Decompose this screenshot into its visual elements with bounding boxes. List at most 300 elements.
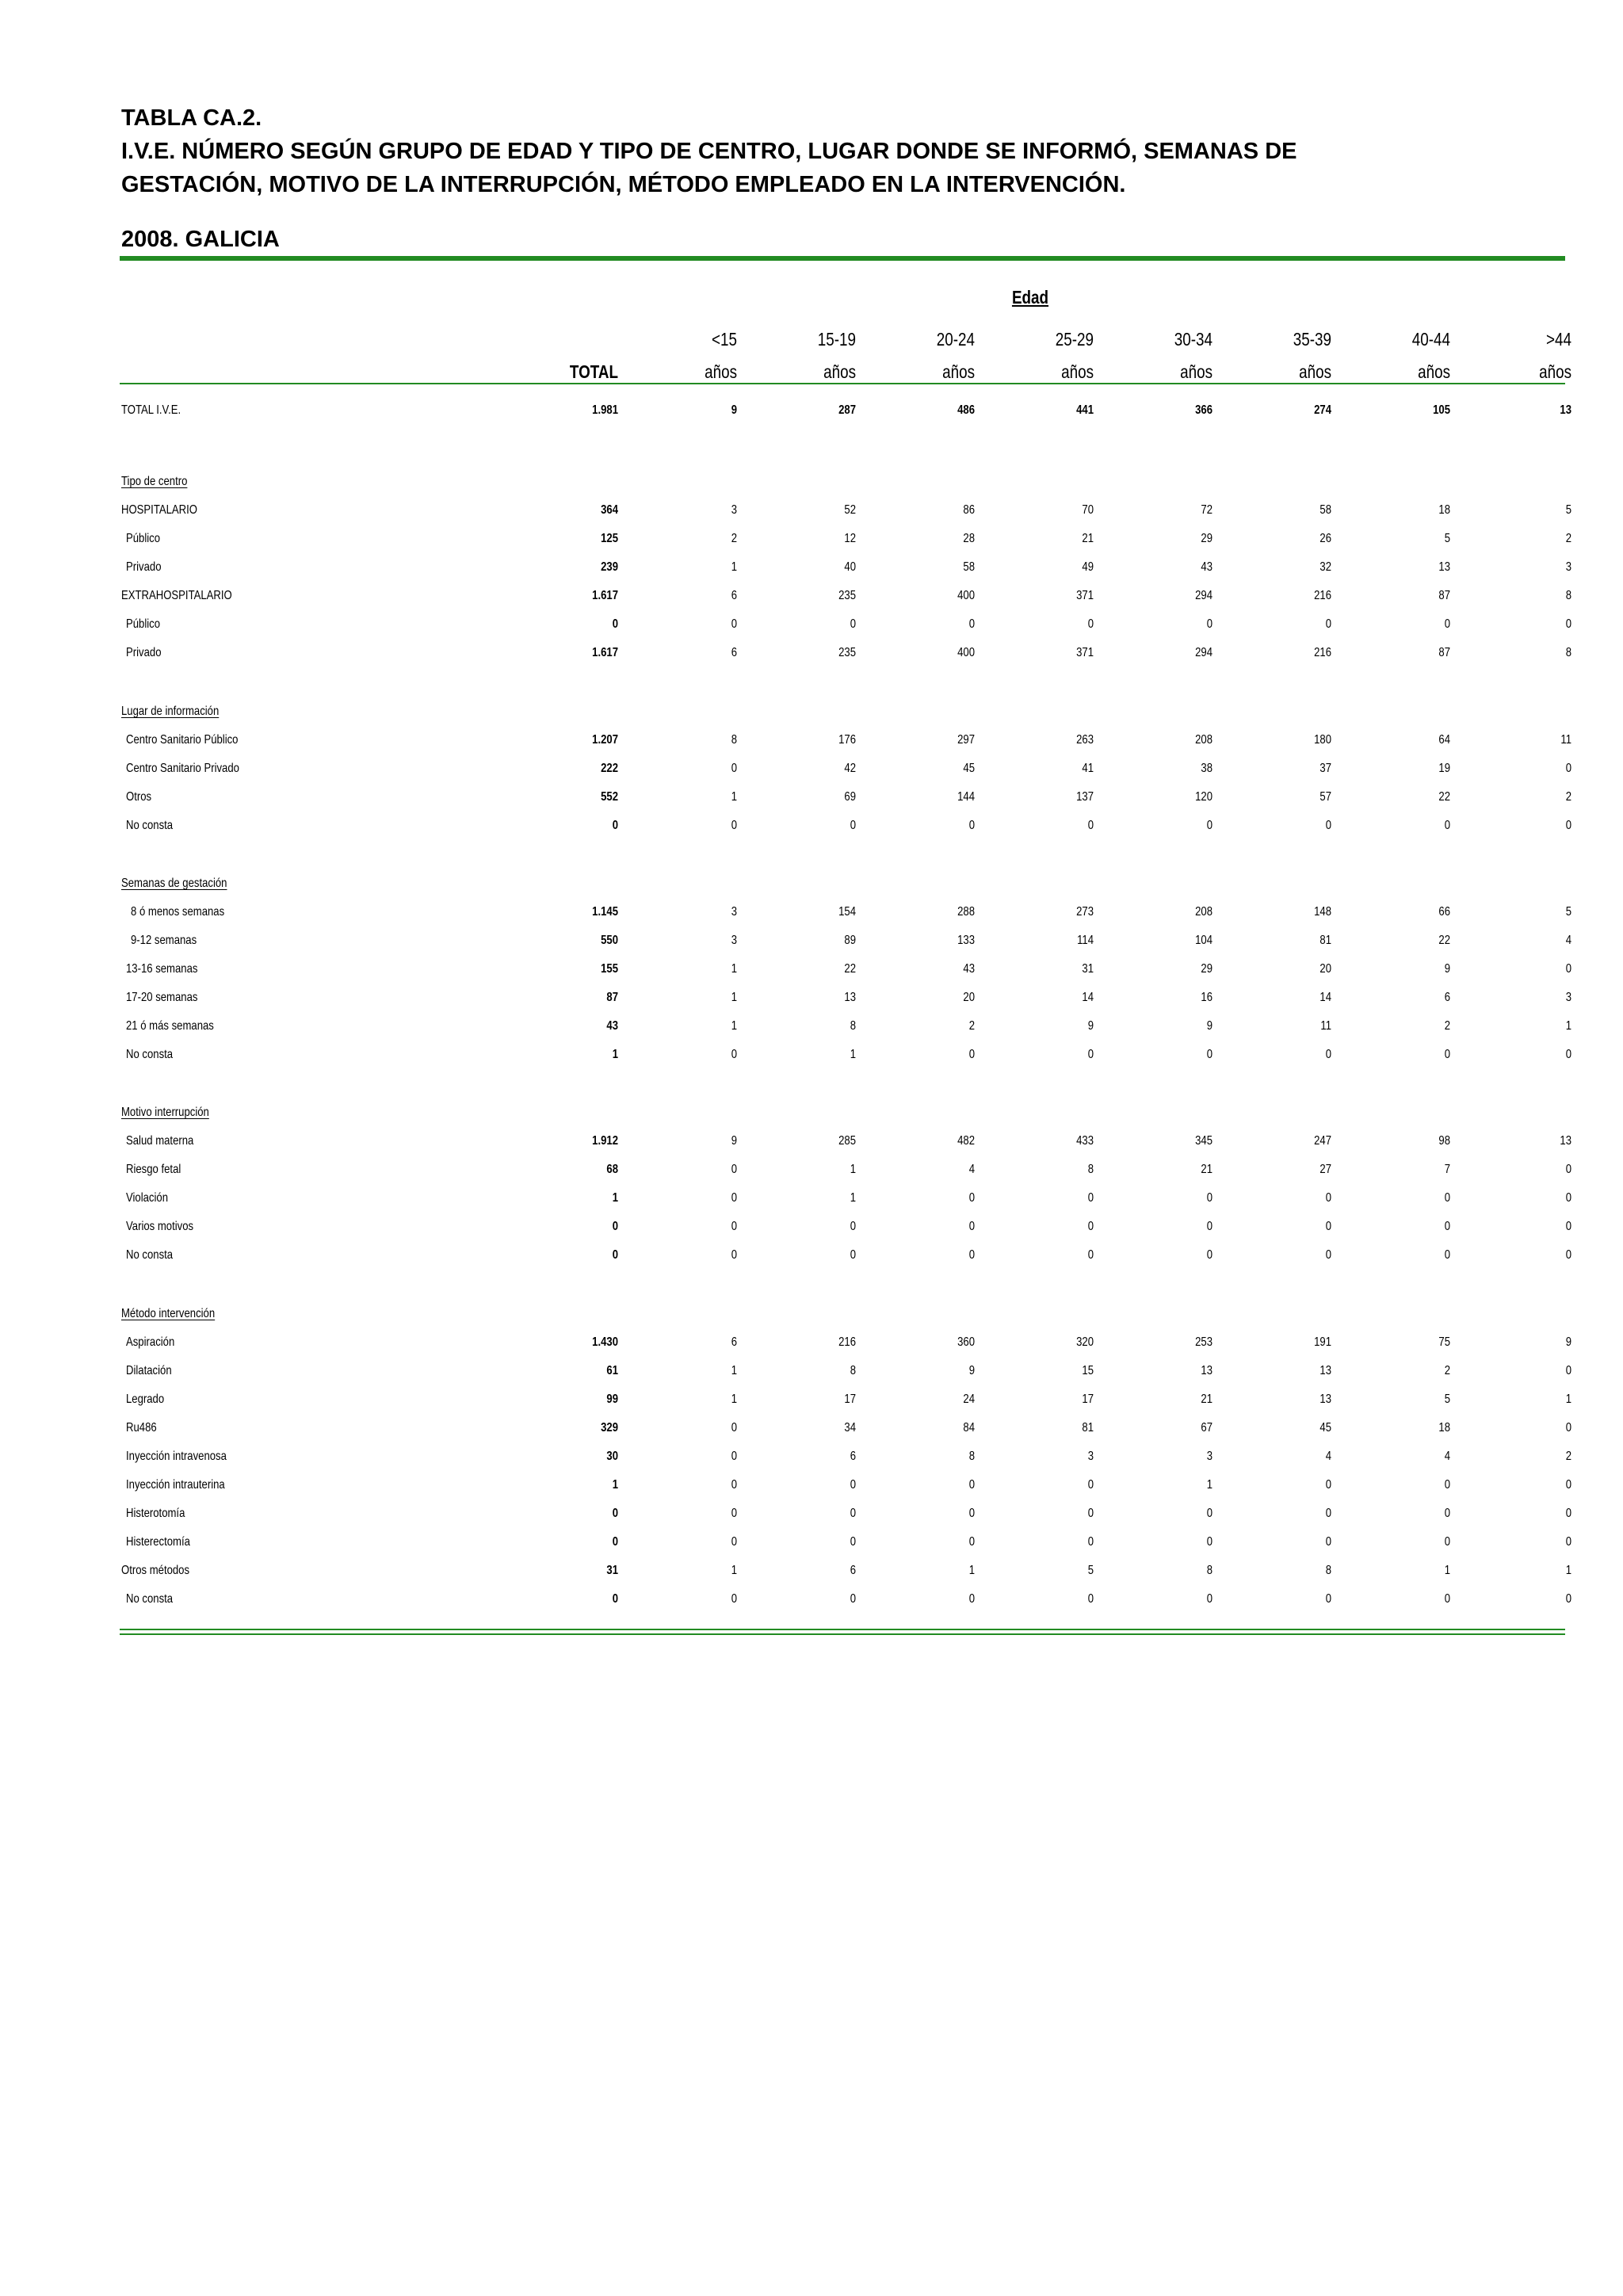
cell-value: 2 — [1565, 532, 1571, 545]
cell-value: 180 — [1314, 733, 1331, 747]
cell-value: 1 — [731, 991, 737, 1004]
cell-value: 1 — [731, 962, 737, 976]
cell-value: 400 — [957, 589, 975, 602]
cell-value: 274 — [1314, 403, 1331, 417]
cell-value: 0 — [850, 819, 856, 832]
table-row — [121, 1385, 1571, 1414]
cell-value: 216 — [1314, 646, 1331, 659]
cell-value: 0 — [1565, 1364, 1571, 1377]
cell-value: 81 — [1319, 934, 1331, 947]
cell-value: 0 — [850, 1478, 856, 1492]
cell-value: 8 — [850, 1019, 856, 1033]
cell-value: 2 — [1565, 1450, 1571, 1463]
table-subtitle: 2008. GALICIA — [121, 227, 280, 252]
table-title — [121, 101, 1564, 201]
cell-value: 2 — [731, 532, 737, 545]
column-header-top: >44 — [1546, 329, 1571, 350]
cell-value: 0 — [731, 1507, 737, 1520]
table-row — [121, 1156, 1571, 1184]
column-header-bottom: años — [1539, 361, 1571, 382]
cell-value: 0 — [1444, 1592, 1450, 1606]
cell-value: 49 — [1082, 560, 1094, 574]
table-row — [121, 553, 1571, 582]
cell-total: 0 — [612, 819, 618, 832]
cell-value: 433 — [1076, 1134, 1094, 1148]
cell-value: 1 — [1565, 1564, 1571, 1577]
cell-total: 1 — [612, 1048, 618, 1061]
cell-value: 8 — [1325, 1564, 1331, 1577]
row-label: Privado — [126, 646, 162, 659]
cell-value: 3 — [731, 905, 737, 919]
cell-value: 486 — [957, 403, 975, 417]
cell-value: 1 — [731, 790, 737, 804]
cell-value: 0 — [968, 1478, 975, 1492]
section-label: Tipo de centro — [121, 475, 188, 488]
cell-value: 11 — [1560, 733, 1571, 747]
cell-value: 2 — [1444, 1364, 1450, 1377]
cell-value: 0 — [731, 1478, 737, 1492]
cell-value: 0 — [968, 819, 975, 832]
table-row — [121, 1012, 1571, 1041]
cell-value: 26 — [1319, 532, 1331, 545]
cell-value: 5 — [1444, 532, 1450, 545]
cell-value: 14 — [1319, 991, 1331, 1004]
cell-value: 0 — [1325, 1592, 1331, 1606]
cell-value: 0 — [1325, 1507, 1331, 1520]
row-label: Centro Sanitario Público — [126, 733, 239, 747]
cell-value: 0 — [1206, 819, 1212, 832]
cell-total: 1.981 — [592, 403, 618, 417]
cell-total: 31 — [606, 1564, 618, 1577]
cell-value: 0 — [1565, 1421, 1571, 1435]
cell-total: 155 — [601, 962, 618, 976]
cell-value: 98 — [1438, 1134, 1450, 1148]
cell-value: 28 — [963, 532, 975, 545]
cell-total: 222 — [601, 762, 618, 775]
row-label: Privado — [126, 560, 162, 574]
cell-value: 21 — [1201, 1392, 1212, 1406]
row-label: Salud materna — [126, 1134, 194, 1148]
cell-value: 0 — [1444, 1048, 1450, 1061]
column-header-top: 35-39 — [1293, 329, 1331, 350]
row-label: No consta — [126, 1048, 174, 1061]
cell-value: 247 — [1314, 1134, 1331, 1148]
cell-value: 3 — [1206, 1450, 1212, 1463]
cell-value: 0 — [731, 1048, 737, 1061]
cell-value: 4 — [1325, 1450, 1331, 1463]
cell-value: 0 — [1325, 1248, 1331, 1262]
title-line-2: I.V.E. NÚMERO SEGÚN GRUPO DE EDAD Y TIPO DE CENTRO, LUGAR DONDE SE INFORMÓ, SEMANAS DE — [121, 139, 1297, 164]
cell-value: 0 — [731, 1450, 737, 1463]
cell-total: 1.617 — [592, 646, 618, 659]
cell-value: 0 — [1565, 1592, 1571, 1606]
column-header-bottom: años — [1061, 361, 1094, 382]
cell-value: 0 — [1444, 1191, 1450, 1205]
cell-value: 8 — [731, 733, 737, 747]
cell-total: 1.912 — [592, 1134, 618, 1148]
row-label: 21 ó más semanas — [126, 1019, 214, 1033]
cell-value: 208 — [1195, 905, 1212, 919]
cell-value: 52 — [844, 503, 856, 517]
cell-value: 0 — [731, 1220, 737, 1233]
cell-value: 58 — [963, 560, 975, 574]
cell-value: 0 — [1087, 1592, 1094, 1606]
column-header-top: 20-24 — [936, 329, 975, 350]
cell-value: 0 — [1444, 1507, 1450, 1520]
cell-value: 105 — [1433, 403, 1450, 417]
cell-value: 0 — [850, 1248, 856, 1262]
cell-total: 61 — [606, 1364, 618, 1377]
cell-value: 12 — [844, 532, 856, 545]
cell-value: 16 — [1201, 991, 1212, 1004]
cell-value: 4 — [1444, 1450, 1450, 1463]
row-label: Público — [126, 532, 161, 545]
table-row — [121, 1557, 1571, 1585]
cell-value: 0 — [1087, 617, 1094, 631]
cell-value: 9 — [1444, 962, 1450, 976]
cell-value: 57 — [1319, 790, 1331, 804]
table-row — [121, 984, 1571, 1012]
cell-total: 1 — [612, 1478, 618, 1492]
cell-value: 67 — [1201, 1421, 1212, 1435]
cell-value: 31 — [1082, 962, 1094, 976]
cell-value: 32 — [1319, 560, 1331, 574]
cell-value: 1 — [731, 1564, 737, 1577]
cell-value: 400 — [957, 646, 975, 659]
cell-value: 75 — [1438, 1335, 1450, 1349]
cell-value: 13 — [1319, 1392, 1331, 1406]
column-header-bottom: años — [1299, 361, 1331, 382]
cell-value: 6 — [1444, 991, 1450, 1004]
cell-value: 0 — [731, 1535, 737, 1549]
column-header-top: 25-29 — [1055, 329, 1094, 350]
cell-value: 69 — [844, 790, 856, 804]
table-row — [121, 1127, 1571, 1156]
cell-value: 0 — [1565, 1507, 1571, 1520]
cell-value: 9 — [1087, 1019, 1094, 1033]
cell-value: 5 — [1565, 503, 1571, 517]
cell-value: 0 — [1206, 1535, 1212, 1549]
column-header-top: 30-34 — [1174, 329, 1212, 350]
cell-value: 176 — [838, 733, 856, 747]
cell-value: 37 — [1319, 762, 1331, 775]
cell-value: 1 — [731, 1392, 737, 1406]
row-label: Histerotomía — [126, 1507, 185, 1520]
cell-value: 0 — [1565, 1191, 1571, 1205]
cell-value: 0 — [1444, 1478, 1450, 1492]
cell-value: 1 — [1565, 1019, 1571, 1033]
cell-value: 8 — [1087, 1163, 1094, 1176]
cell-value: 0 — [968, 1535, 975, 1549]
row-label: Otros — [126, 790, 152, 804]
table-row — [121, 812, 1571, 840]
cell-value: 0 — [1565, 1248, 1571, 1262]
cell-value: 0 — [1444, 819, 1450, 832]
cell-value: 87 — [1438, 589, 1450, 602]
title-line-3: GESTACIÓN, MOTIVO DE LA INTERRUPCIÓN, MÉTODO EMPLEADO EN LA INTERVENCIÓN. — [121, 172, 1126, 197]
cell-value: 294 — [1195, 646, 1212, 659]
cell-value: 288 — [957, 905, 975, 919]
cell-value: 0 — [731, 1592, 737, 1606]
cell-value: 20 — [1319, 962, 1331, 976]
cell-value: 0 — [1325, 1048, 1331, 1061]
cell-value: 11 — [1320, 1019, 1331, 1033]
cell-value: 1 — [850, 1191, 856, 1205]
cell-value: 0 — [1325, 1478, 1331, 1492]
cell-value: 3 — [731, 503, 737, 517]
cell-value: 235 — [838, 646, 856, 659]
cell-value: 13 — [1319, 1364, 1331, 1377]
cell-value: 8 — [968, 1450, 975, 1463]
cell-value: 133 — [957, 934, 975, 947]
top-rule — [120, 256, 1565, 261]
cell-value: 2 — [1444, 1019, 1450, 1033]
cell-value: 360 — [957, 1335, 975, 1349]
table-row — [121, 496, 1571, 525]
cell-value: 24 — [963, 1392, 975, 1406]
cell-value: 104 — [1195, 934, 1212, 947]
cell-total: 0 — [612, 1535, 618, 1549]
cell-value: 3 — [1565, 991, 1571, 1004]
cell-value: 345 — [1195, 1134, 1212, 1148]
row-label: 9-12 semanas — [131, 934, 197, 947]
table-row — [121, 1442, 1571, 1471]
section-label: Método intervención — [121, 1307, 216, 1320]
table-row — [121, 582, 1571, 610]
cell-value: 216 — [838, 1335, 856, 1349]
cell-value: 366 — [1195, 403, 1212, 417]
cell-value: 18 — [1438, 1421, 1450, 1435]
cell-value: 6 — [850, 1564, 856, 1577]
cell-value: 21 — [1201, 1163, 1212, 1176]
row-label: Dilatación — [126, 1364, 172, 1377]
row-label: Inyección intrauterina — [126, 1478, 225, 1492]
cell-value: 371 — [1076, 589, 1094, 602]
cell-value: 27 — [1319, 1163, 1331, 1176]
cell-value: 0 — [1087, 1191, 1094, 1205]
cell-value: 41 — [1082, 762, 1094, 775]
section-header-row — [121, 869, 1564, 898]
cell-value: 8 — [1206, 1564, 1212, 1577]
cell-value: 0 — [731, 1163, 737, 1176]
cell-value: 0 — [1565, 1535, 1571, 1549]
cell-total: 1.145 — [592, 905, 618, 919]
row-label: Aspiración — [126, 1335, 175, 1349]
cell-value: 235 — [838, 589, 856, 602]
cell-value: 9 — [1206, 1019, 1212, 1033]
cell-value: 0 — [968, 1048, 975, 1061]
cell-total: 0 — [612, 1592, 618, 1606]
cell-value: 0 — [1087, 1478, 1094, 1492]
cell-value: 89 — [844, 934, 856, 947]
cell-total: 1.207 — [592, 733, 618, 747]
cell-total: 43 — [606, 1019, 618, 1033]
cell-value: 0 — [1087, 819, 1094, 832]
row-label: Violación — [126, 1191, 169, 1205]
cell-value: 320 — [1076, 1335, 1094, 1349]
cell-value: 1 — [1206, 1478, 1212, 1492]
cell-value: 0 — [968, 617, 975, 631]
cell-value: 144 — [957, 790, 975, 804]
cell-value: 13 — [1560, 1134, 1571, 1148]
column-header-bottom: años — [942, 361, 975, 382]
cell-value: 253 — [1195, 1335, 1212, 1349]
cell-value: 0 — [1206, 1248, 1212, 1262]
section-header-row — [121, 1098, 1564, 1127]
cell-value: 0 — [731, 617, 737, 631]
cell-value: 22 — [1438, 934, 1450, 947]
row-label: Otros métodos — [121, 1564, 190, 1577]
table-row — [121, 1328, 1571, 1357]
cell-value: 0 — [1565, 1478, 1571, 1492]
cell-value: 0 — [1087, 1248, 1094, 1262]
column-header-top: 40-44 — [1411, 329, 1450, 350]
table-row — [121, 610, 1571, 639]
cell-value: 13 — [1201, 1364, 1212, 1377]
cell-value: 20 — [963, 991, 975, 1004]
cell-value: 81 — [1082, 1421, 1094, 1435]
cell-value: 4 — [1565, 934, 1571, 947]
row-label: Público — [126, 617, 161, 631]
cell-value: 0 — [1087, 1220, 1094, 1233]
row-label: Histerectomía — [126, 1535, 190, 1549]
cell-value: 43 — [1201, 560, 1212, 574]
cell-value: 154 — [838, 905, 856, 919]
cell-value: 0 — [1206, 1220, 1212, 1233]
cell-value: 0 — [1444, 1220, 1450, 1233]
cell-value: 58 — [1319, 503, 1331, 517]
cell-value: 87 — [1438, 646, 1450, 659]
cell-value: 8 — [1565, 589, 1571, 602]
cell-value: 0 — [1325, 1191, 1331, 1205]
cell-value: 0 — [731, 762, 737, 775]
cell-value: 0 — [1087, 1048, 1094, 1061]
row-label: Centro Sanitario Privado — [126, 762, 239, 775]
cell-value: 0 — [968, 1592, 975, 1606]
cell-value: 0 — [1206, 617, 1212, 631]
cell-value: 0 — [1206, 1191, 1212, 1205]
cell-value: 120 — [1195, 790, 1212, 804]
cell-value: 3 — [1087, 1450, 1094, 1463]
cell-value: 86 — [963, 503, 975, 517]
cell-value: 263 — [1076, 733, 1094, 747]
row-label: EXTRAHOSPITALARIO — [121, 589, 232, 602]
cell-value: 0 — [1325, 617, 1331, 631]
cell-value: 0 — [1325, 1535, 1331, 1549]
header-rule — [120, 383, 1565, 384]
table-row — [121, 1414, 1571, 1442]
cell-value: 13 — [1438, 560, 1450, 574]
cell-value: 273 — [1076, 905, 1094, 919]
cell-total: 87 — [606, 991, 618, 1004]
cell-value: 0 — [1565, 1163, 1571, 1176]
cell-value: 0 — [850, 1592, 856, 1606]
cell-value: 45 — [1319, 1421, 1331, 1435]
cell-value: 148 — [1314, 905, 1331, 919]
cell-value: 22 — [844, 962, 856, 976]
cell-value: 13 — [844, 991, 856, 1004]
row-label: TOTAL I.V.E. — [121, 403, 181, 417]
cell-value: 191 — [1314, 1335, 1331, 1349]
column-header-top — [540, 325, 618, 353]
cell-value: 137 — [1076, 790, 1094, 804]
cell-value: 0 — [968, 1191, 975, 1205]
cell-value: 1 — [968, 1564, 975, 1577]
table-row — [121, 1528, 1571, 1557]
cell-value: 1 — [731, 1364, 737, 1377]
cell-value: 208 — [1195, 733, 1212, 747]
row-label: No consta — [126, 1248, 174, 1262]
column-header-bottom: TOTAL — [569, 361, 618, 382]
cell-value: 5 — [1444, 1392, 1450, 1406]
row-label: No consta — [126, 819, 174, 832]
section-header-row — [121, 1300, 1564, 1328]
cell-value: 0 — [1206, 1507, 1212, 1520]
title-line-1: TABLA CA.2. — [121, 105, 262, 131]
cell-value: 8 — [850, 1364, 856, 1377]
cell-value: 0 — [850, 1507, 856, 1520]
cell-value: 43 — [963, 962, 975, 976]
cell-value: 1 — [731, 1019, 737, 1033]
cell-value: 64 — [1438, 733, 1450, 747]
cell-value: 29 — [1201, 962, 1212, 976]
table-row — [121, 1213, 1571, 1241]
table-row — [121, 1184, 1571, 1213]
cell-value: 8 — [1565, 646, 1571, 659]
table-row — [121, 1471, 1571, 1499]
cell-value: 0 — [968, 1507, 975, 1520]
cell-value: 0 — [850, 1535, 856, 1549]
table-row — [121, 726, 1571, 755]
table-row — [121, 755, 1571, 783]
cell-value: 285 — [838, 1134, 856, 1148]
cell-value: 0 — [968, 1248, 975, 1262]
cell-value: 114 — [1077, 934, 1094, 947]
table-row — [121, 1585, 1571, 1614]
cell-total: 239 — [601, 560, 618, 574]
cell-total: 1.430 — [592, 1335, 618, 1349]
table-row — [121, 926, 1571, 955]
cell-value: 0 — [731, 1248, 737, 1262]
cell-value: 0 — [968, 1220, 975, 1233]
cell-value: 287 — [838, 403, 856, 417]
cell-total: 99 — [606, 1392, 618, 1406]
cell-value: 0 — [1565, 1048, 1571, 1061]
cell-total: 1 — [612, 1191, 618, 1205]
cell-value: 19 — [1438, 762, 1450, 775]
cell-value: 0 — [1565, 762, 1571, 775]
table-row — [121, 1241, 1571, 1270]
cell-value: 1 — [850, 1163, 856, 1176]
cell-value: 0 — [1206, 1048, 1212, 1061]
cell-value: 0 — [731, 1191, 737, 1205]
cell-total: 329 — [601, 1421, 618, 1435]
cell-value: 0 — [1565, 617, 1571, 631]
row-label: Varios motivos — [126, 1220, 194, 1233]
row-label: 17-20 semanas — [126, 991, 198, 1004]
column-header-bottom: años — [705, 361, 737, 382]
cell-value: 2 — [968, 1019, 975, 1033]
section-label: Motivo interrupción — [121, 1106, 209, 1119]
row-label: Legrado — [126, 1392, 165, 1406]
section-header-row — [121, 697, 1564, 726]
cell-value: 0 — [1565, 962, 1571, 976]
cell-value: 45 — [963, 762, 975, 775]
cell-value: 0 — [1325, 819, 1331, 832]
bottom-rule-2 — [120, 1633, 1565, 1635]
table-row — [121, 1357, 1571, 1385]
group-header-edad: Edad — [1011, 287, 1049, 308]
